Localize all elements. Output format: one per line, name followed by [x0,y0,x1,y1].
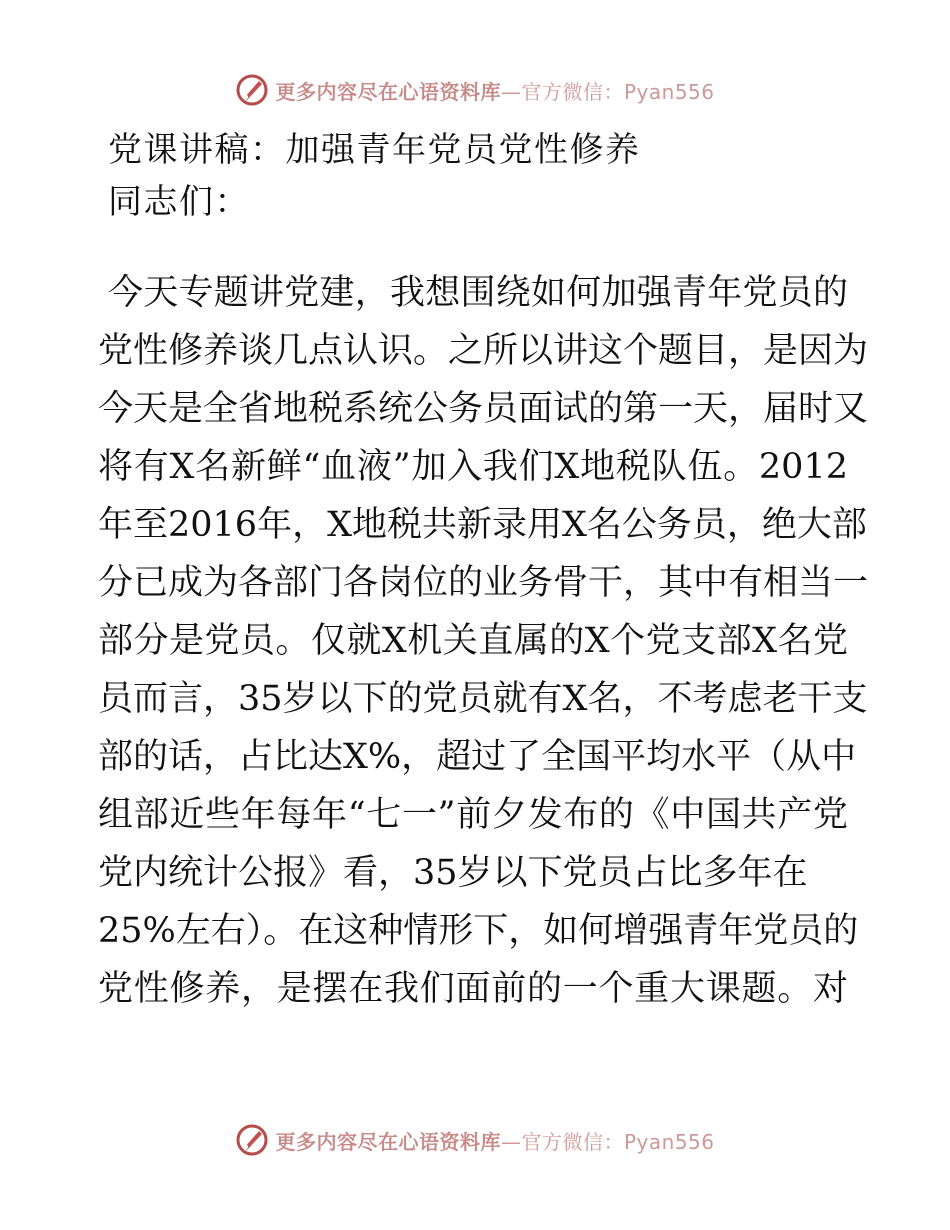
paragraph-line: 年至2016年，X地税共新录用X名公务员，绝大部 [98,505,867,545]
quill-logo-icon [235,1123,269,1157]
document-title: 党课讲稿：加强青年党员党性修养 [108,130,641,170]
paragraph-line: 党性修养谈几点认识。之所以讲这个题目，是因为 [98,331,869,371]
footer-watermark [0,1120,950,1160]
quill-logo-icon [235,73,269,107]
paragraph-line: 员而言，35岁以下的党员就有X名，不考虑老干支 [98,679,868,719]
watermark-dash: — [500,79,522,104]
salutation: 同志们： [108,182,250,222]
watermark-account: Pyan556 [623,79,715,104]
paragraph-line: 组部近些年每年“七一”前夕发布的《中国共产党 [98,795,848,835]
paragraph-line: 部分是党员。仅就X机关直属的X个党支部X名党 [98,621,848,661]
watermark-text [275,1126,714,1155]
watermark-account: Pyan556 [623,1129,715,1154]
paragraph-line: 党性修养，是摆在我们面前的一个重大课题。对 [98,969,848,1009]
watermark-official: 官方微信： [521,1129,624,1154]
paragraph-line: 部的话，占比达X%，超过了全国平均水平（从中 [98,737,857,777]
watermark-text [275,76,714,105]
paragraph-line: 分已成为各部门各岗位的业务骨干，其中有相当一 [98,563,869,603]
paragraph-line: 25%左右）。在这种情形下，如何增强青年党员的 [98,911,859,951]
watermark-official: 官方微信： [521,79,624,104]
watermark-dash: — [500,1129,522,1154]
paragraph-line: 今天专题讲党建，我想围绕如何加强青年党员的 [108,273,848,313]
header-watermark [0,70,950,110]
watermark-brand: 更多内容尽在心语资料库 [275,79,501,104]
paragraph-line: 将有X名新鲜“血液”加入我们X地税队伍。2012 [98,447,848,487]
paragraph-line: 今天是全省地税系统公务员面试的第一天，届时又 [98,389,869,429]
paragraph-line: 党内统计公报》看，35岁以下党员占比多年在 [98,853,808,893]
watermark-brand: 更多内容尽在心语资料库 [275,1129,501,1154]
